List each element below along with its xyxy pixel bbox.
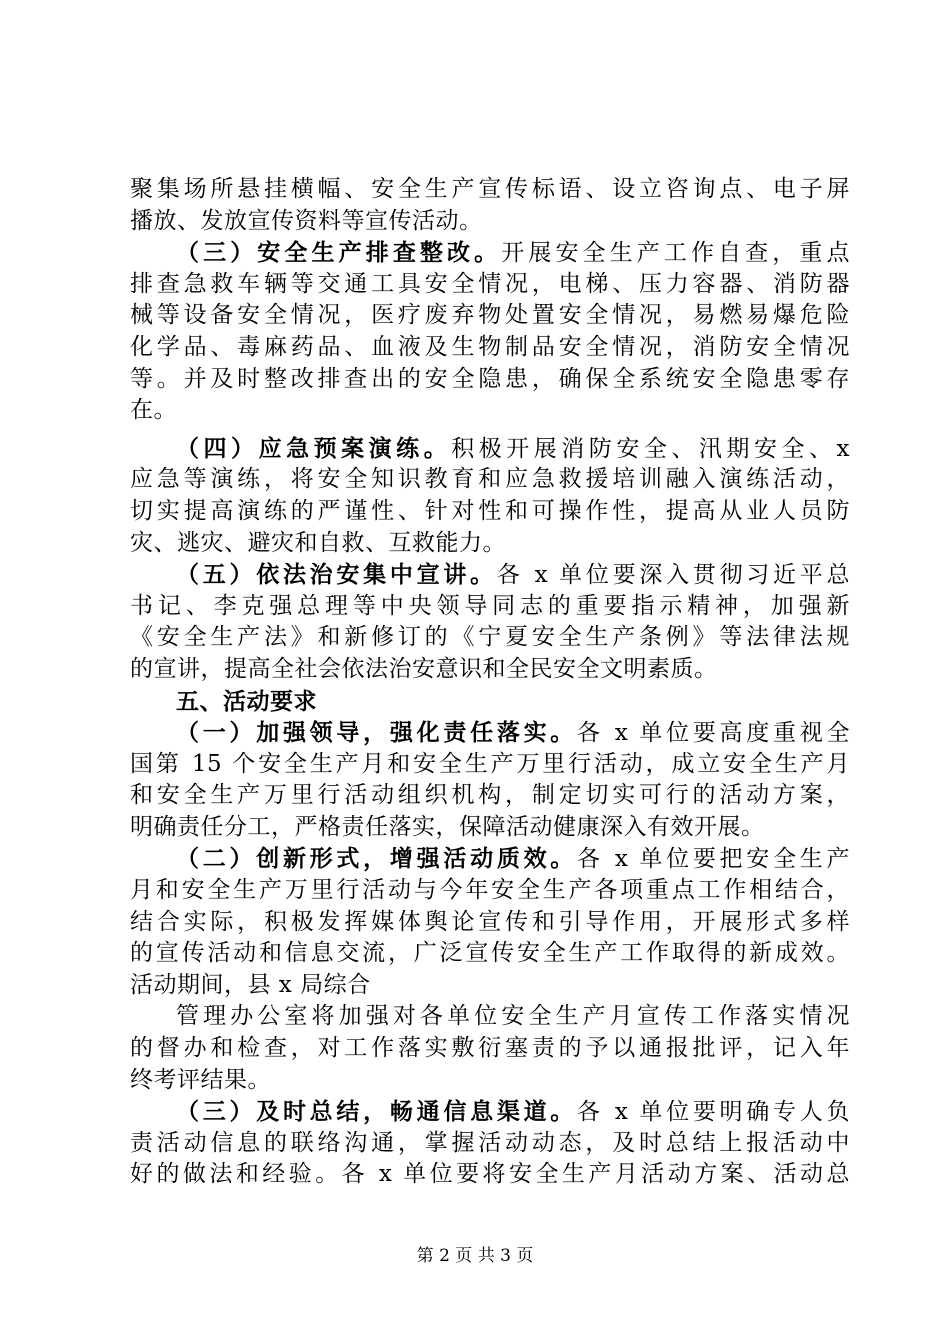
body-run: 积极开展消防安全、汛期安全、x xyxy=(451,435,850,462)
body-run: 各 x 单位要高度重视全 xyxy=(577,720,851,747)
body-run: 活动期间，县 x 局综合 xyxy=(130,971,371,998)
heading-run: （四）应急预案演练。 xyxy=(176,434,452,462)
body-run: 的宣传活动和信息交流，广泛宣传安全生产工作取得的新成效。 xyxy=(130,940,850,967)
body-run: 管理办公室将加强对各单位安全生产月宣传工作落实情况 xyxy=(176,1003,850,1030)
body-run: 械等设备安全情况，医疗废弃物处置安全情况，易燃易爆危险 xyxy=(130,302,850,329)
text-line xyxy=(130,496,850,528)
text-line xyxy=(130,654,850,686)
body-run: 排查急救车辆等交通工具安全情况，电梯、压力容器、消防器 xyxy=(130,270,850,297)
text-line xyxy=(130,1159,850,1191)
text-line xyxy=(130,717,850,749)
text-line xyxy=(130,1128,850,1160)
body-run: 国第 15 个安全生产月和安全生产万里行活动，成立安全生产月 xyxy=(130,750,850,777)
text-line xyxy=(130,938,850,970)
body-run: 各 x 单位要明确专人负 xyxy=(577,1099,851,1126)
text-line xyxy=(130,749,850,781)
text-line xyxy=(130,269,850,301)
body-run: 等。并及时整改排查出的安全隐患，确保全系统安全隐患零存 xyxy=(130,365,850,392)
body-run: 聚集场所悬挂横幅、安全生产宣传标语、设立咨询点、电子屏 xyxy=(130,176,850,202)
text-line xyxy=(130,433,850,465)
body-run: 灾、逃灾、避灾和自救、互救能力。 xyxy=(130,529,506,556)
text-line xyxy=(130,843,850,875)
heading-run: 五、活动要求 xyxy=(176,687,317,715)
body-run: 的督办和检查，对工作落实敷衍塞责的予以通报批评，记入年 xyxy=(130,1035,850,1062)
body-run: 和安全生产万里行活动组织机构，制定切实可行的活动方案， xyxy=(130,782,850,809)
text-line xyxy=(130,686,850,718)
text-line xyxy=(130,591,850,623)
text-line xyxy=(130,1033,850,1065)
text-line xyxy=(130,622,850,654)
body-run: 播放、发放宣传资料等宣传活动。 xyxy=(130,207,483,234)
text-line xyxy=(130,780,850,812)
text-line xyxy=(130,300,850,332)
body-run: 责活动信息的联络沟通，掌握活动动态，及时总结上报活动中 xyxy=(130,1129,850,1156)
heading-run: （五）依法治安集中宣讲。 xyxy=(176,561,497,589)
text-line xyxy=(130,907,850,939)
text-line xyxy=(130,174,850,206)
body-run: 在。 xyxy=(130,397,177,424)
body-run: 开展安全生产工作自查，重点 xyxy=(501,240,851,267)
body-run: 好的做法和经验。各 x 单位要将安全生产月活动方案、活动总 xyxy=(130,1161,850,1188)
text-line xyxy=(130,1065,850,1097)
body-run: 结合实际，积极发挥媒体舆论宣传和引导作用，开展形式多样 xyxy=(130,908,850,935)
body-run: 的宣讲，提高全社会依法治安意识和全民安全文明素质。 xyxy=(130,655,718,682)
document-body xyxy=(130,174,850,1191)
body-run: 切实提高演练的严谨性、针对性和可操作性，提高从业人员防 xyxy=(130,497,850,524)
text-line xyxy=(130,237,850,269)
text-line xyxy=(130,464,850,496)
text-line xyxy=(130,970,850,1002)
text-line xyxy=(130,332,850,364)
text-line xyxy=(130,528,850,560)
body-run: 化学品、毒麻药品、血液及生物制品安全情况，消防安全情况 xyxy=(130,333,850,360)
heading-run: （三）及时总结，畅通信息渠道。 xyxy=(176,1098,578,1126)
heading-run: （一）加强领导，强化责任落实。 xyxy=(176,719,578,747)
text-line xyxy=(130,364,850,396)
heading-run: （三）安全生产排查整改。 xyxy=(176,239,502,267)
body-run: 书记、李克强总理等中央领导同志的重要指示精神，加强新 xyxy=(130,592,850,619)
text-line xyxy=(130,875,850,907)
body-run: 各 x 单位要深入贯彻习近平总 xyxy=(496,562,851,589)
body-run: 《安全生产法》和新修订的《宁夏安全生产条例》等法律法规 xyxy=(130,624,850,651)
text-line xyxy=(130,206,850,238)
heading-run: （二）创新形式，增强活动质效。 xyxy=(176,845,578,873)
body-run: 月和安全生产万里行活动与今年安全生产各项重点工作相结合， xyxy=(130,877,850,904)
body-run: 终考评结果。 xyxy=(130,1066,271,1093)
text-line xyxy=(130,812,850,844)
text-line xyxy=(130,559,850,591)
page-footer: 第 2 页 共 3 页 xyxy=(416,1246,534,1266)
body-run: 应急等演练，将安全知识教育和应急救援培训融入演练活动， xyxy=(130,466,850,493)
body-run: 各 x 单位要把安全生产 xyxy=(577,846,851,873)
text-line xyxy=(130,1096,850,1128)
text-line xyxy=(130,395,850,427)
body-run: 明确责任分工，严格责任落实，保障活动健康深入有效开展。 xyxy=(130,813,765,840)
text-line xyxy=(130,1001,850,1033)
